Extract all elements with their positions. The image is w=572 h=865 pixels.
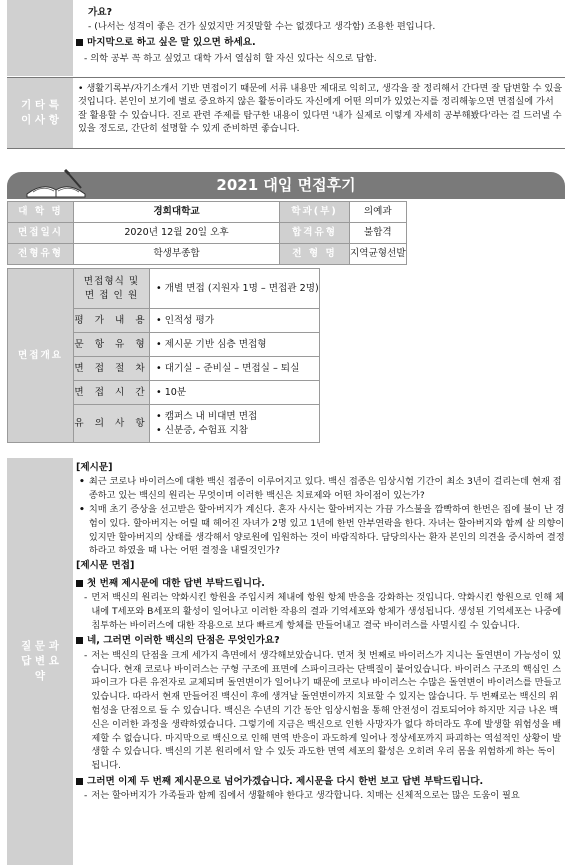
- question: 네, 그러면 이러한 백신의 단점은 무엇인가요?: [76, 634, 565, 648]
- overview-value: • 개별 면접 (지원자 1명 – 면접관 2명): [150, 269, 320, 309]
- passage-interview-tag: [제시문 면접]: [76, 560, 135, 572]
- question: 그러면 이제 두 번째 제시문으로 넘어가겠습니다. 제시문을 다시 한번 보고 답변 부탁드립니다.: [76, 775, 565, 789]
- answer-last: - 의학 공부 꼭 하고 싶었고 대학 가서 열심히 할 자신 있다는 식으로 답함.: [84, 53, 377, 65]
- square-bullet-icon: [76, 39, 83, 46]
- overview-value: • 제시문 기반 심층 면접형: [150, 333, 320, 357]
- overview-value: • 10분: [150, 381, 320, 405]
- overview-key: 면접형식 및 면 접 인 원: [74, 269, 150, 309]
- overview-key: 문 항 유 형: [74, 333, 150, 357]
- result-label: 합격유형: [280, 223, 350, 244]
- top-content: [76, 6, 565, 66]
- overview-key: 평 가 내 용: [74, 309, 150, 333]
- qa-label: 질 문 과 답 변 요 약: [7, 458, 73, 865]
- passage-item: • 치매 초기 증상을 선고받은 할아버지가 계신다. 혼자 사시는 할아버지는 가끔 가스불을 깜빡하여 한번은 집에 불이 난 경험이 있다. 할아버지는 어릴 때 헤어진 자녀가 2명 있고 1년에 한번 안부연락을 한다. 자녀는 할아버지와 함께 살 의향이 있지만 할아버지의 상태를 생각해서 양로원에 입원하는 것이 바람직하다. 담당의사는 환자 본인의 의견을 중시하여 결정하라고 하였을 때 나는 어떤 결정을 내릴것인가?: [79, 503, 565, 557]
- overview-table: [7, 268, 320, 443]
- overview-key: 면 접 시 간: [74, 381, 150, 405]
- type-label: 전형유형: [8, 244, 74, 265]
- answer: - 저는 백신의 단점을 크게 세가지 측면에서 생각해보았습니다. 먼저 첫 번째로 바이러스가 지니는 돌연변이 가능성이 있습니다. 현재 코로나 바이러스는 구형 구조에 표면에 스파이크라는 단백질이 붙어있습니다. 바이러스 구조의 핵심인 스파이크가 다른 유전자로 교체되며 돌연변이가 일어나기 때문에 코로나 바이러스는 수많은 돌연변이 바이러스를 만들고 있습니다. 따라서 현재 만들어진 백신이 후에 생겨날 돌연변이까지 치료할 수 있지는 않습니다. 두 번째로는 백신의 위험성을 단점으로 들 수 있습니다. 백신은 수년의 기간 동안 임상시험을 통해 안전성이 검토되어야 하지만 지금 나온 백신은 이러한 과정을 생략하였습니다. 그렇기에 지금은 백신으로 인한 사망자가 없다 하더라도 후에 발생할 위험성을 배제할 수 없습니다. 마지막으로 백신으로 인해 면역 반응이 과도하게 일어나 정상세포까지 파괴하는 역설적인 상황이 발생할 수 있습니다. 백신의 기본 원리에서 알 수 있듯 과도한 면역 세포의 활성은 오히려 우리 몸을 위험하게 하는 독이 됩니다.: [84, 649, 562, 772]
- qa-content: [76, 461, 565, 803]
- dept-value: 의예과: [350, 202, 407, 223]
- name-value: 지역균형선발: [350, 244, 407, 265]
- top-side-blank: [7, 0, 73, 76]
- overview-key: 면 접 절 차: [74, 357, 150, 381]
- answer-line: - (나서는 성격이 좋은 건가 싶었지만 거짓말할 수는 없겠다고 생각함) 조용한 편입니다.: [88, 20, 436, 32]
- answer-continuation: 가요?: [88, 7, 113, 18]
- passage-item: • 최근 코로나 바이러스에 대한 백신 접종이 이루어지고 있다. 백신 접종은 임상시험 기간이 최소 3년이 걸리는데 현재 접종하고 있는 백신의 원리는 무엇이며 이러한 백신은 치료제와 어떤 차이점이 있는가?: [79, 476, 562, 502]
- divider: [7, 77, 565, 78]
- square-bullet-icon: [76, 637, 83, 644]
- date-label: 면접일시: [8, 223, 74, 244]
- passage-tag: [제시문]: [76, 462, 113, 473]
- name-label: 전 형 명: [280, 244, 350, 265]
- overview-value: • 인적성 평가: [150, 309, 320, 333]
- special-notes-label: 기 타 특 이 사 항: [7, 78, 73, 148]
- overview-value: • 대기실 – 준비실 – 면접실 – 퇴실: [150, 357, 320, 381]
- dept-label: 학과(부): [280, 202, 350, 223]
- special-notes-text: • 생활기록부/자기소개서 기반 면접이기 때문에 서류 내용만 제대로 익히고, 생각을 잘 정리해서 간다면 잘 답변할 수 있을 것입니다. 본인이 보기에 별로 중요하지 않은 활동이라도 자신에게 어떤 의미가 있었는지를 정리해놓으면 면접실에 가서 잘 활용할 수 있습니다. 진로 관련 주제를 탐구한 내용이 있다면 '내가 실제로 이렇게 자세히 공부해봤다'라는 걸 드러낼 수 있을 정도로, 간단히 설명할 수 있게 준비하면 좋습니다.: [78, 83, 563, 135]
- square-bullet-icon: [76, 580, 83, 587]
- answer: - 먼저 백신의 원리는 약화시킨 항원을 주입시켜 체내에 항원 항체 반응을 강화하는 것입니다. 약화시킨 항원으로 인해 체내에 T세포와 B세포의 활성이 일어나고 이러한 작용의 결과 기억세포와 항체가 생성됩니다. 생성된 기억세포는 나중에 침투하는 바이러스에 대한 작용으로 보다 빠르게 항체를 만들어내고 결국 바이러스를 사멸시킬 수 있습니다.: [84, 591, 565, 631]
- answer: - 저는 할아버지가 가족들과 함께 집에서 생활해야 한다고 생각합니다. 치매는 신체적으로는 많은 도움이 필요: [84, 790, 520, 802]
- overview-label: 면접개요: [8, 269, 74, 443]
- info-table: [7, 201, 407, 265]
- univ-label: 대 학 명: [8, 202, 74, 223]
- overview-key: 유 의 사 항: [74, 405, 150, 443]
- square-bullet-icon: [76, 778, 83, 785]
- question-last: 마지막으로 하고 싶은 말 있으면 하세요.: [76, 36, 565, 50]
- question: 첫 번째 제시문에 대한 답변 부탁드립니다.: [76, 577, 565, 591]
- type-value: 학생부종합: [74, 244, 280, 265]
- date-value: 2020년 12월 20일 오후: [74, 223, 280, 244]
- title-banner: [7, 172, 565, 199]
- univ-value: 경희대학교: [74, 202, 280, 223]
- overview-value: • 캠퍼스 내 비대면 면접 • 신분증, 수험표 지참: [150, 405, 320, 443]
- result-value: 불합격: [350, 223, 407, 244]
- banner-title: 2021 대입 면접후기: [216, 176, 356, 194]
- divider: [7, 148, 565, 149]
